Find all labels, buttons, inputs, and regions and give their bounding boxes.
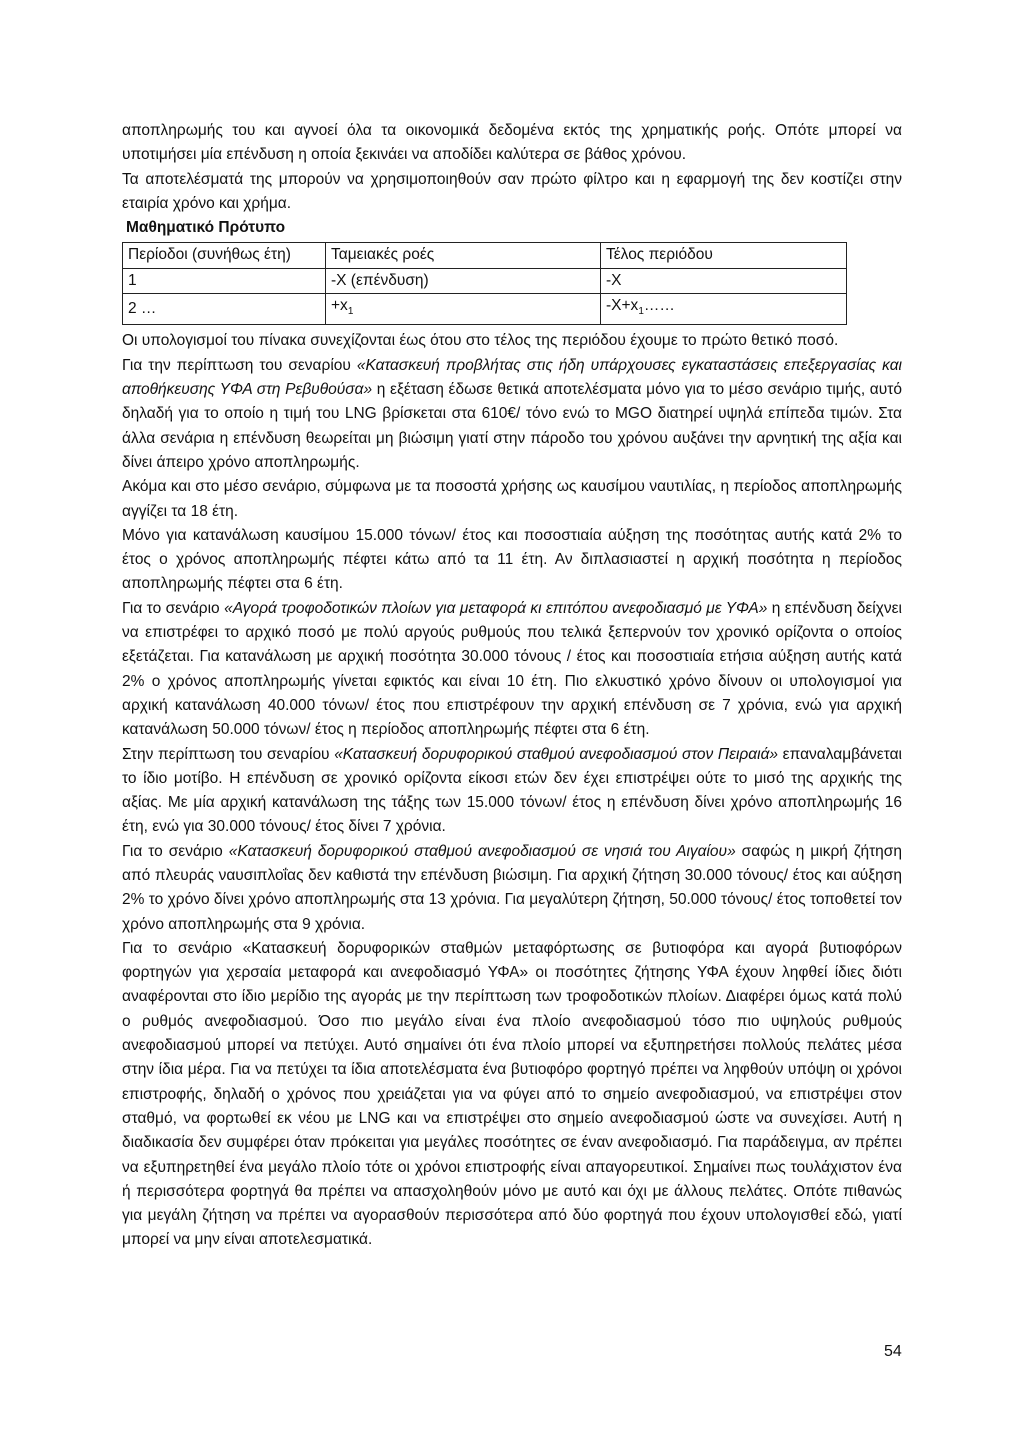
page-body — [122, 119, 902, 1253]
paragraph — [122, 354, 902, 475]
paragraph — [122, 597, 902, 743]
table-cell: Ταμειακές ροές — [326, 243, 601, 268]
subscript: 1 — [347, 306, 354, 318]
cell-text: -Χ+x — [606, 297, 639, 315]
cell-text: +x — [331, 297, 348, 315]
paragraph: Για το σενάριο «Κατασκευή δορυφορικών σταθμών μεταφόρτωσης σε βυτιοφόρα και αγορά βυτιοφόρων φορτηγών για χερσαία μεταφορά και ανεφοδιασμό ΥΦΑ» οι ποσότητες ζήτησης ΥΦΑ έχουν ληφθεί ίδιες διότι αναφέρονται στο ίδιο μερίδιο της αγοράς με την περίπτωση των τροφοδοτικών πλοίων. Διαφέρει όμως κατά πολύ ο ρυθμός ανεφοδιασμού. Όσο πιο μεγάλο είναι ένα πλοίο ανεφοδιασμού τόσο πιο υψηλούς ρυθμούς ανεφοδιασμού μπορεί να πετύχει. Αυτό σημαίνει ότι ένα πλοίο μπορεί να εξυπηρετήσει πολλούς πελάτες μέσα στην ίδια μέρα. Για να πετύχει τα ίδια αποτελέσματα ένα βυτιοφόρο φορτηγό πρέπει να ληφθούν υπόψη οι χρόνοι επιστροφής, δηλαδή ο χρόνος που χρειάζεται για να φύγει από το σημείο ανεφοδιασμού, να επιστρέψει στον σταθμό, να φορτωθεί εκ νέου με LNG και να επιστρέψει στο σημείο ανεφοδιασμού ώστε να συνεχίσει. Αυτή η διαδικασία δεν συμφέρει όταν πρόκειται για μεγάλες ποσότητες σε έναν ανεφοδιασμό. Για παράδειγμα, αν πρέπει να εξυπηρετηθεί ένα μεγάλο πλοίο τότε οι χρόνοι επιστροφής είναι απαγορευτικοί. Σημαίνει πως τουλάχιστον ένα ή περισσότερα φορτηγά θα πρέπει να απασχοληθούν μόνο με αυτό και όχι με άλλους πελάτες. Οπότε πιθανώς για μεγάλη ζήτηση να πρέπει να αγορασθούν περισσότερα από δύο φορτηγά που έχουν υπολογισθεί εδώ, γιατί μπορεί να μην είναι αποτελεσματικά. — [122, 939, 902, 1249]
subscript: 1 — [638, 306, 644, 318]
scenario-title: «Κατασκευή δορυφορικού σταθμού ανεφοδιασμού σε νησιά του Αιγαίου» — [228, 842, 736, 860]
text-span: σαφώς η μικρή ζήτηση από πλευράς ναυσιπλοΐας δεν καθιστά την επένδυση βιώσιμη. Για αρχική ζήτηση 30.000 τόνους/ έτος και αύξηση 2% το χρόνο δίνει χρόνο αποπληρωμής στα 13 χρόνια. Για μεγαλύτερη ζήτηση, 50.000 τόνους/ έτος τοποθετεί τον χρόνο αποπληρωμής στα 9 χρόνια. — [122, 842, 902, 933]
text-span: Για το σενάριο — [122, 599, 225, 617]
table-cell: Τέλος περιόδου — [601, 243, 847, 268]
paragraph — [122, 743, 902, 840]
paragraph: Μόνο για κατανάλωση καυσίμου 15.000 τόνων/ έτος και ποσοστιαία αύξηση της ποσότητας αυτής κατά 2% το έτος ο χρόνος αποπληρωμής πέφτει κάτω από τα 11 έτη. Αν διπλασιαστεί η αρχική ποσότητα η περίοδος αποπληρωμής πέφτει στα 6 έτη. — [122, 526, 902, 593]
text-span: η εξέταση έδωσε θετικά αποτελέσματα μόνο για το μέσο σενάριο τιμής, αυτό δηλαδή για το οποίο η τιμή του LNG βρίσκεται στα 610€/ τόνο ενώ το MGO διατηρεί υψηλά επίπεδα τιμών. Στα άλλα σενάρια η επένδυση θεωρείται μη βιώσιμη γιατί στην πάροδο του χρόνου αυξάνει την αρνητική της αξία και δίνει άπειρο χρόνο αποπληρωμής. — [122, 381, 902, 471]
table-row — [123, 268, 847, 293]
table-header-row — [123, 243, 847, 268]
scenario-title: «Κατασκευή δορυφορικού σταθμού ανεφοδιασμού στον Πειραιά» — [334, 745, 779, 763]
cash-flow-table — [122, 242, 847, 325]
paragraph: Οι υπολογισμοί του πίνακα συνεχίζονται έως ότου στο τέλος της περιόδου έχουμε το πρώτο θετικό ποσό. — [122, 332, 839, 350]
table-cell — [601, 294, 847, 325]
scenario-title: «Κατασκευή προβλήτας στις ήδη υπάρχουσες εγκαταστάσεις επεξεργασίας και αποθήκευσης ΥΦΑ στη Ρεβυθούσα» — [122, 356, 902, 399]
table-cell: 1 — [123, 268, 326, 293]
scenario-title: «Αγορά τροφοδοτικών πλοίων για μεταφορά κι επιτόπου ανεφοδιασμό με ΥΦΑ» — [224, 599, 768, 617]
paragraph — [122, 840, 902, 937]
table-cell: Περίοδοι (συνήθως έτη) — [123, 243, 326, 268]
paragraph: αποπληρωμής του και αγνοεί όλα τα οικονομικά δεδομένα εκτός της χρηματικής ροής. Οπότε μπορεί να υποτιμήσει μία επένδυση η οποία ξεκινάει να αποδίδει καλύτερα σε βάθος χρόνου. — [122, 122, 902, 164]
table-cell: -Χ — [601, 268, 847, 293]
table-row — [123, 294, 847, 325]
cell-text: …… — [643, 297, 675, 315]
text-span: Για το σενάριο — [122, 842, 229, 860]
section-heading: Μαθηματικό Πρότυπο — [126, 219, 286, 237]
table-cell: -Χ (επένδυση) — [326, 268, 601, 293]
table-cell — [326, 294, 601, 325]
text-span: επαναλαμβάνεται το ίδιο μοτίβο. Η επένδυση σε χρονικό ορίζοντα είκοσι ετών δεν έχει επιστρέψει ούτε το μισό της αρχικής της αξίας. Με μία αρχική κατανάλωση της τάξης των 15.000 τόνων/ έτος η επένδυση δίνει χρόνο αποπληρωμής 16 έτη, ενώ για 30.000 τόνους/ έτος δίνει 7 χρόνια. — [122, 745, 902, 836]
text-span: Στην περίπτωση του σεναρίου — [122, 745, 335, 763]
text-span: η επένδυση δείχνει να επιστρέφει το αρχικό ποσό με πολύ αργούς ρυθμούς που τελικά ξεπερνούν τον χρονικό ορίζοντα ο οποίος εξετάζεται. Για κατανάλωση με αρχική ποσότητα 30.000 τόνους / έτος και ποσοστιαία ετήσια αύξηση αυτής κατά 2% ο χρόνος αποπληρωμής γίνεται εφικτός και είναι 10 έτη. Πιο ελκυστικό χρόνο δίνουν οι υπολογισμοί για αρχική κατανάλωση 40.000 τόνων/ έτος που επιστρέφουν την αρχική επένδυση σε 7 χρόνια, ενώ για αρχική κατανάλωση 50.000 τόνων/ έτος η περίοδος αποπληρωμής πέφτει στα 6 έτη. — [122, 599, 902, 739]
page-number: 54 — [884, 1343, 902, 1360]
table-cell: 2 … — [123, 294, 326, 325]
paragraph: Ακόμα και στο μέσο σενάριο, σύμφωνα με τα ποσοστά χρήσης ως καυσίμου ναυτιλίας, η περίοδος αποπληρωμής αγγίζει τα 18 έτη. — [122, 478, 902, 520]
text-span: Για την περίπτωση του σεναρίου — [122, 356, 357, 374]
paragraph: Τα αποτελέσματά της μπορούν να χρησιμοποιηθούν σαν πρώτο φίλτρο και η εφαρμογή της δεν κοστίζει στην εταιρία χρόνο και χρήμα. — [122, 170, 902, 212]
